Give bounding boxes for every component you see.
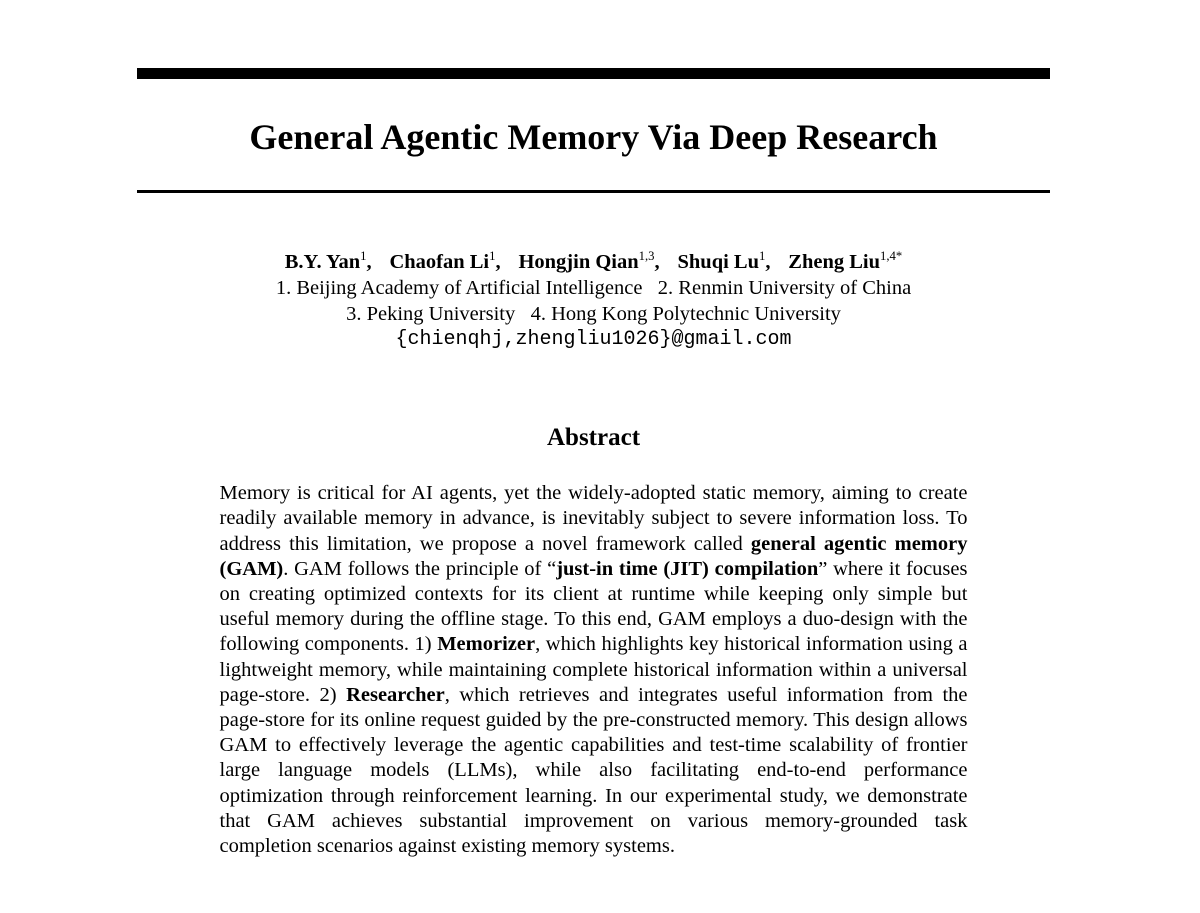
abstract-segment: , which highlights key historical information using a lightweight memory, while maintaining complete historical information within a universal page-store. 2) [219, 633, 968, 706]
abstract-segment: . GAM follows the principle of “ [283, 557, 557, 580]
author [518, 251, 677, 273]
abstract-bold-segment: Memorizer [437, 633, 536, 656]
author-separator: , [495, 251, 506, 274]
author-separator: , [654, 251, 665, 274]
author-affiliation-superscript: 1 [360, 249, 367, 264]
top-rule-thick [137, 68, 1050, 79]
author [677, 251, 788, 273]
author-line [137, 249, 1050, 275]
author-name: Zheng Liu [788, 251, 881, 274]
abstract-segment: ” where it focuses on creating optimized contexts for its client at runtime while keeping only simple but useful memory during the offline stage. To this end, GAM employs a duo-design with the following components. 1) [219, 557, 968, 656]
author-separator: , [765, 251, 776, 274]
abstract-bold-segment: general agentic memory (GAM) [219, 532, 968, 580]
title-rule-thin [137, 190, 1050, 193]
affiliation-line-1: 1. Beijing Academy of Artificial Intelligence 2. Renmin University of China [275, 277, 912, 300]
paper-title: General Agentic Memory Via Deep Research [249, 117, 938, 157]
paper-page [137, 68, 1050, 859]
author-affiliation-superscript: 1,3 [638, 249, 655, 264]
author-affiliation-superscript: 1 [489, 249, 496, 264]
contact-email: {chienqhj,zhengliu1026}@gmail.com [395, 328, 792, 352]
author-name: Hongjin Qian [518, 251, 639, 274]
abstract-text [220, 481, 968, 859]
author [788, 251, 902, 273]
author-name: Shuqi Lu [677, 251, 759, 274]
abstract-segment: , which retrieves and integrates useful information from the page-store for its online request guided by the pre-constructed memory. This design allows GAM to effectively leverage the agentic capabilities and test-time scalability of frontier large language models (LLMs), while also facilitating end-to-end performance optimization through reinforcement learning. In our experimental study, we demonstrate that GAM achieves substantial improvement on various memory-grounded task completion scenarios against existing memory systems. [219, 683, 968, 858]
abstract-segment: Memory is critical for AI agents, yet the widely-adopted static memory, aiming to create readily available memory in advance, is inevitably subject to severe information loss. To address this limitation, we propose a novel framework called [219, 482, 968, 555]
author [285, 251, 390, 273]
author-affiliation-superscript: 1 [758, 249, 766, 264]
author-affiliation-superscript: 1,4* [880, 249, 903, 264]
abstract-bold-segment: Researcher [346, 683, 445, 706]
author-separator: , [366, 251, 377, 274]
abstract-bold-segment: just-in time (JIT) compilation [556, 557, 819, 580]
author-name: B.Y. Yan [284, 251, 361, 274]
author-name: Chaofan Li [389, 251, 490, 274]
affiliation-line-2: 3. Peking University 4. Hong Kong Polytechnic University [346, 303, 841, 326]
author [389, 251, 518, 273]
abstract-heading: Abstract [546, 424, 641, 452]
author-block [137, 249, 1050, 353]
